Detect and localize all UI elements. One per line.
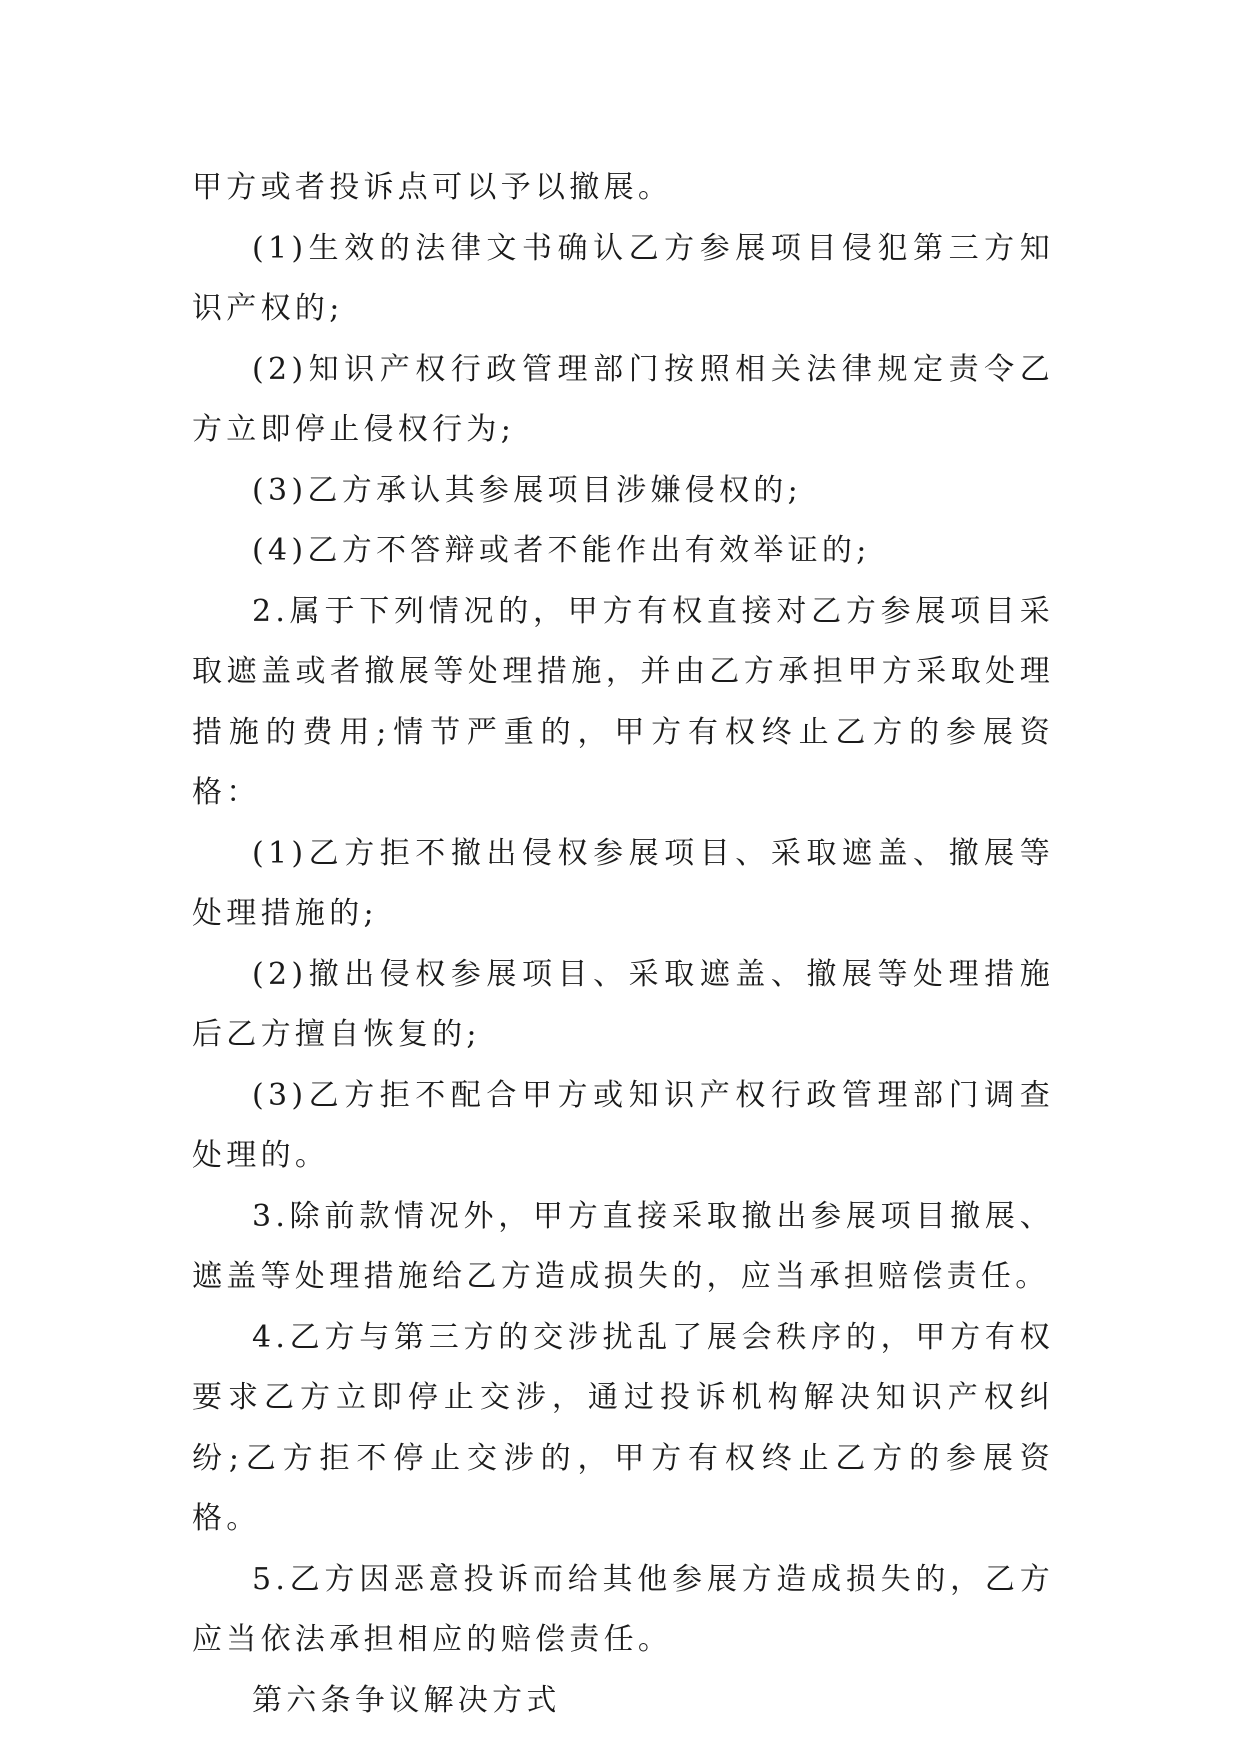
paragraph-item-2-1: (1)乙方拒不撤出侵权参展项目、采取遮盖、撤展等处理措施的; <box>192 835 1054 931</box>
paragraph-item-2-2: (2)撤出侵权参展项目、采取遮盖、撤展等处理措施后乙方擅自恢复的; <box>192 956 1054 1052</box>
paragraph-clause-5: 5.乙方因恶意投诉而给其他参展方造成损失的，乙方应当依法承担相应的赔偿责任。 <box>192 1561 1054 1657</box>
paragraph-continuation: 甲方或者投诉点可以予以撤展。 <box>192 170 673 205</box>
paragraph-clause-3: 3.除前款情况外，甲方直接采取撤出参展项目撤展、遮盖等处理措施给乙方造成损失的，应当承担赔偿责任。 <box>192 1198 1054 1294</box>
paragraph-clause-4: 4.乙方与第三方的交涉扰乱了展会秩序的，甲方有权要求乙方立即停止交涉，通过投诉机构解决知识产权纠纷;乙方拒不停止交涉的，甲方有权终止乙方的参展资格。 <box>192 1319 1054 1536</box>
paragraph-item-1-2: (2)知识产权行政管理部门按照相关法律规定责令乙方立即停止侵权行为; <box>192 351 1054 447</box>
paragraph-item-2-3: (3)乙方拒不配合甲方或知识产权行政管理部门调查处理的。 <box>192 1077 1054 1173</box>
paragraph-clause-2: 2.属于下列情况的，甲方有权直接对乙方参展项目采取遮盖或者撤展等处理措施，并由乙方承担甲方采取处理措施的费用;情节严重的，甲方有权终止乙方的参展资格： <box>192 593 1054 810</box>
paragraph-item-1-4: (4)乙方不答辩或者不能作出有效举证的; <box>252 533 871 568</box>
document-body <box>192 158 1054 1731</box>
paragraph-item-1-3: (3)乙方承认其参展项目涉嫌侵权的; <box>252 472 803 508</box>
paragraph-item-1-1: (1)生效的法律文书确认乙方参展项目侵犯第三方知识产权的; <box>192 230 1054 326</box>
section-heading: 第六条争议解决方式 <box>252 1682 561 1718</box>
